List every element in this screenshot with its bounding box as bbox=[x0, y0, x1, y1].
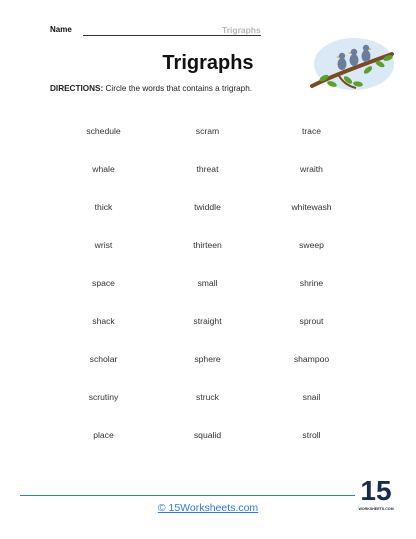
15worksheets-logo bbox=[358, 470, 394, 520]
word: sweep bbox=[299, 240, 324, 250]
word: scrutiny bbox=[88, 392, 119, 402]
word: thirteen bbox=[193, 240, 222, 250]
footer-link[interactable]: © 15Worksheets.com bbox=[157, 502, 259, 514]
word: whitewash bbox=[291, 202, 332, 212]
logo-text: WORKSHEETS.COM bbox=[358, 507, 394, 511]
word-row bbox=[50, 430, 372, 468]
word: whale bbox=[92, 164, 115, 174]
word: sprout bbox=[299, 316, 324, 326]
page-title: Trigraphs bbox=[162, 52, 254, 74]
word: twiddle bbox=[194, 202, 221, 212]
word: sphere bbox=[194, 354, 221, 364]
header-title: Trigraphs bbox=[222, 25, 261, 35]
directions-label: DIRECTIONS: bbox=[50, 84, 104, 93]
word-row bbox=[50, 164, 372, 202]
word-grid bbox=[50, 126, 372, 468]
logo-number: 15 bbox=[360, 475, 392, 506]
directions-text: Circle the words that contains a trigraph. bbox=[105, 84, 253, 93]
footer-divider bbox=[20, 495, 355, 496]
birds-on-branch-illustration bbox=[308, 34, 394, 96]
word: stroll bbox=[302, 430, 321, 440]
word-row bbox=[50, 126, 372, 164]
word: small bbox=[197, 278, 218, 288]
word: shampoo bbox=[293, 354, 330, 364]
word-row bbox=[50, 316, 372, 354]
word: threat bbox=[196, 164, 219, 174]
word-row bbox=[50, 202, 372, 240]
word: squalid bbox=[193, 430, 222, 440]
word: place bbox=[93, 430, 114, 440]
word: straight bbox=[193, 316, 222, 326]
word: wrist bbox=[94, 240, 113, 250]
word: snail bbox=[302, 392, 321, 402]
directions bbox=[50, 84, 252, 93]
word: scholar bbox=[89, 354, 118, 364]
word-row bbox=[50, 354, 372, 392]
word-row bbox=[50, 240, 372, 278]
word: scram bbox=[195, 126, 220, 136]
word: wraith bbox=[300, 164, 323, 174]
word: space bbox=[92, 278, 115, 288]
word: shrine bbox=[299, 278, 324, 288]
word: schedule bbox=[86, 126, 121, 136]
word-row bbox=[50, 392, 372, 430]
name-line bbox=[83, 35, 261, 36]
word-row bbox=[50, 278, 372, 316]
word: thick bbox=[94, 202, 113, 212]
word: struck bbox=[196, 392, 219, 402]
word: shack bbox=[92, 316, 115, 326]
name-label: Name bbox=[50, 25, 72, 34]
word: trace bbox=[301, 126, 322, 136]
